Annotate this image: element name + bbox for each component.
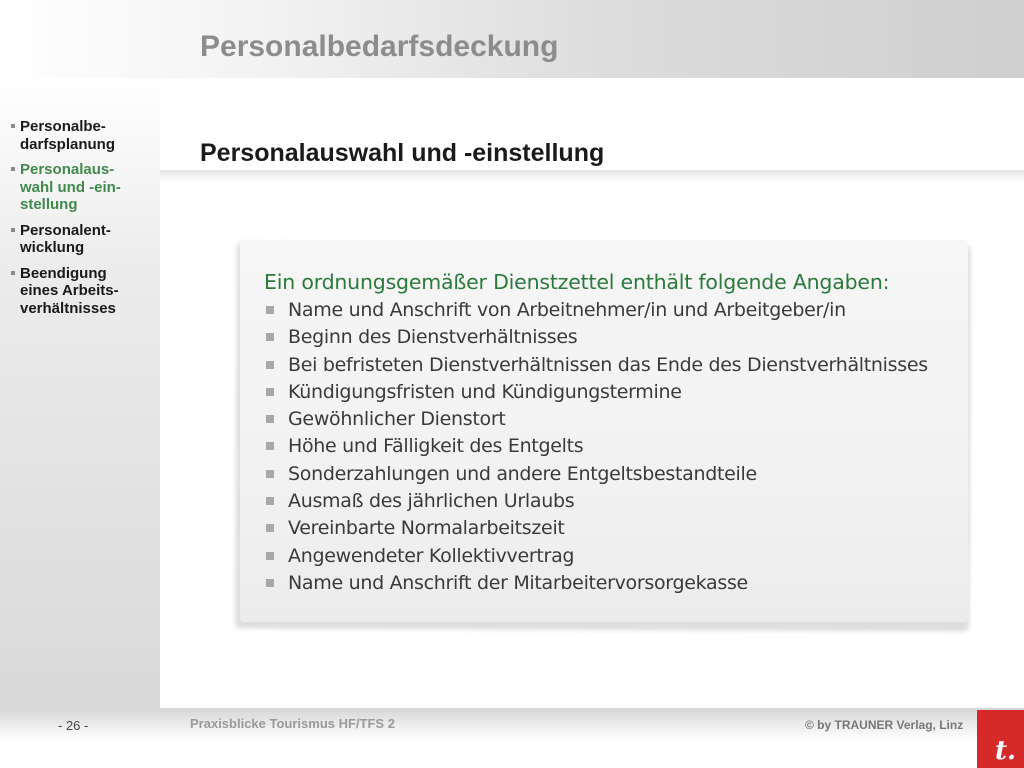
page-number: - 26 - [58,718,89,733]
sidebar-item-personalbedarfsplanung[interactable] [10,118,155,153]
list-item [266,515,928,542]
slide-title: Personalbedarfsdeckung [200,30,559,63]
sidebar-item-beendigung[interactable] [10,265,155,318]
bullet-icon [266,361,274,369]
card-heading: Ein ordnungsgemäßer Dienstzettel enthält folgende Angaben: [264,270,890,294]
bullet-icon [266,524,274,532]
trauner-logo [977,710,1024,768]
card-list [266,297,928,597]
list-item [266,406,928,433]
list-item [266,461,928,488]
list-item-text: Kündigungsfristen und Kündigungstermine [288,380,682,403]
bullet-icon [11,124,15,128]
list-item-text: Name und Anschrift der Mitarbeitervorsorgekasse [288,571,748,594]
bullet-icon [266,415,274,423]
logo-text: t. [994,736,1016,766]
list-item-text: Vereinbarte Normalarbeitszeit [288,517,565,540]
sidebar-item-label: Beendigung eines Arbeits- verhältnisses [20,264,119,317]
bullet-icon [11,271,15,275]
sidebar-item-personalauswahl[interactable] [10,161,155,214]
list-item [266,352,928,379]
list-item-text: Angewendeter Kollektivvertrag [288,544,575,567]
sidebar-item-personalentwicklung[interactable] [10,222,155,257]
sidebar-item-label: Personalent- wicklung [20,221,111,256]
sidebar-item-label: Personalbe- darfsplanung [20,118,116,153]
bullet-icon [266,388,274,396]
list-item [266,433,928,460]
bullet-icon [266,306,274,314]
list-item-text: Beginn des Dienstverhältnisses [288,326,578,349]
list-item [266,570,928,597]
list-item-text: Bei befristeten Dienstverhältnissen das Ende des Dienstverhältnisses [288,353,928,376]
bullet-icon [266,470,274,478]
list-item [266,297,928,324]
list-item [266,488,928,515]
list-item [266,379,928,406]
bullet-icon [266,333,274,341]
list-item [266,324,928,351]
list-item [266,543,928,570]
content-card [240,240,968,622]
bullet-icon [266,579,274,587]
footer-copyright: © by TRAUNER Verlag, Linz [805,718,964,732]
list-item-text: Höhe und Fälligkeit des Entgelts [288,435,584,458]
list-item-text: Sonderzahlungen und andere Entgeltsbestandteile [288,462,757,485]
footer-source: Praxisblicke Tourismus HF/TFS 2 [190,716,395,731]
list-item-text: Ausmaß des jährlichen Urlaubs [288,490,575,513]
bullet-icon [266,552,274,560]
sidebar-item-label: Personalaus- wahl und -ein- stellung [20,161,121,213]
subtitle-divider [160,170,1024,182]
bullet-icon [266,497,274,505]
sidebar-nav [10,118,155,325]
list-item-text: Name und Anschrift von Arbeitnehmer/in und Arbeitgeber/in [288,299,846,321]
bullet-icon [11,167,15,171]
bullet-icon [266,442,274,450]
bullet-icon [11,228,15,232]
section-subtitle: Personalauswahl und -einstellung [200,139,605,167]
list-item-text: Gewöhnlicher Dienstort [288,408,506,431]
